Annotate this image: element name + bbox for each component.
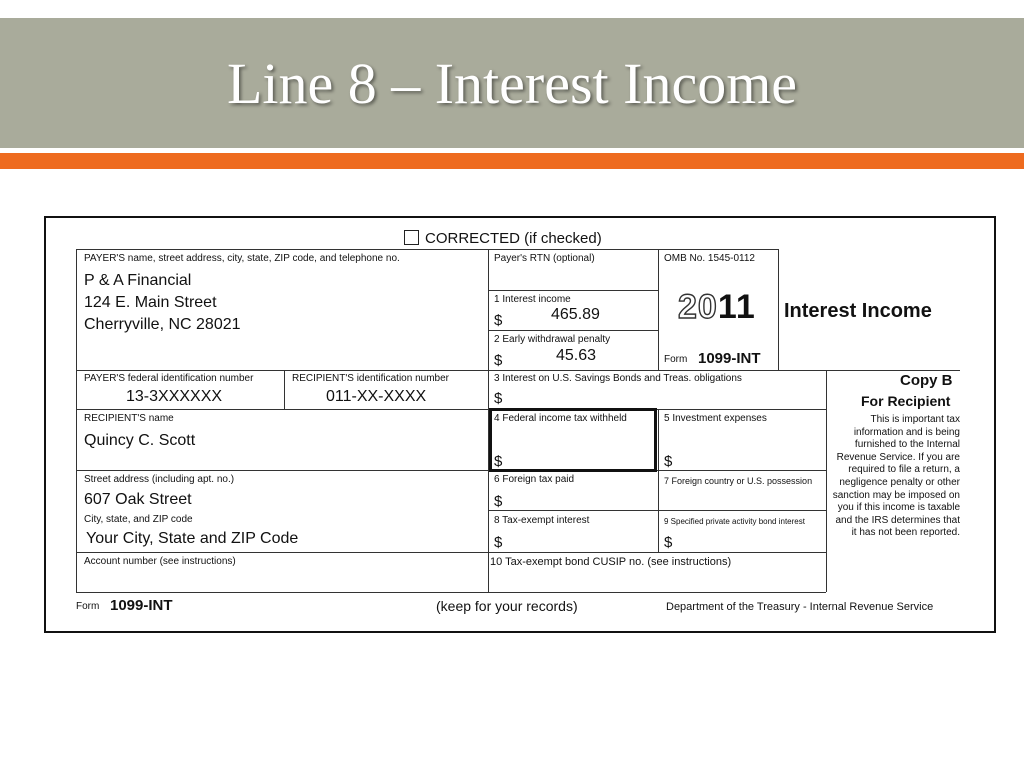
form-word: Form [664,354,688,365]
city-value: Your City, State and ZIP Code [86,530,299,547]
grid-line [76,370,960,371]
box4-label: 4 Federal income tax withheld [494,413,627,424]
slide-title: Line 8 – Interest Income [226,51,798,116]
box1-value: 465.89 [551,306,600,323]
street-label: Street address (including apt. no.) [84,474,235,485]
box10-label: 10 Tax-exempt bond CUSIP no. (see instructions) [490,556,732,568]
grid-line [76,470,826,471]
form-name-top: 1099-INT [698,350,761,367]
omb-label: OMB No. 1545-0112 [664,253,755,264]
box5-label: 5 Investment expenses [664,413,767,424]
box9-dollar: $ [664,534,673,551]
grid-line [284,370,285,409]
corrected-label: CORRECTED (if checked) [425,230,602,247]
box3-dollar: $ [494,390,503,407]
grid-line [658,409,659,552]
grid-line [76,552,826,553]
box1-dollar: $ [494,312,503,329]
tax-year [678,288,756,327]
box6-dollar: $ [494,493,503,510]
important-notice: This is important tax information and is being furnished to the Internal Revenue Service. If you are required to file a return, a negligence penalty or other sanction may be imposed on you if this income is taxable and the IRS determines that it has not been reported. [832,414,960,539]
form-title: Interest Income [784,300,932,322]
account-label: Account number (see instructions) [84,556,236,567]
recipient-name-label: RECIPIENT'S name [84,413,174,424]
box2-value: 45.63 [556,347,597,364]
box7-label: 7 Foreign country or U.S. possession [664,476,813,486]
copy-b: Copy B [900,372,953,389]
grid-line [658,249,659,370]
year-prefix: 20 [678,288,718,326]
payer-label: PAYER'S name, street address, city, state, ZIP code, and telephone no. [84,253,400,264]
dept-label: Department of the Treasury - Internal Revenue Service [666,601,934,613]
grid-line [488,330,658,331]
grid-line [76,409,826,410]
box2-label: 2 Early withdrawal penalty [494,334,611,345]
grid-line [76,592,826,593]
rtn-label: Payer's RTN (optional) [494,253,595,264]
footer-form-name: 1099-INT [110,597,173,614]
payer-fed-id: 13-3XXXXXX [126,388,223,405]
payer-city: Cherryville, NC 28021 [84,316,241,333]
recipient-name: Quincy C. Scott [84,432,196,449]
recipient-id: 011-XX-XXXX [326,388,427,405]
keep-records: (keep for your records) [436,598,578,614]
form-1099-int [44,216,996,633]
box4-dollar: $ [494,453,503,470]
for-recipient: For Recipient [861,393,951,409]
year-suffix: 11 [717,288,756,326]
grid-line [826,370,827,592]
box6-label: 6 Foreign tax paid [494,474,575,485]
footer-form-word: Form [76,601,100,612]
recipient-id-label: RECIPIENT'S identification number [292,373,449,384]
box8-dollar: $ [494,534,503,551]
payer-name: P & A Financial [84,272,192,289]
grid-line [76,249,778,250]
grid-line [778,249,779,370]
box1-label: 1 Interest income [494,294,571,305]
city-label: City, state, and ZIP code [84,514,193,525]
box2-dollar: $ [494,352,503,369]
box3-label: 3 Interest on U.S. Savings Bonds and Treas. obligations [494,373,742,384]
box5-dollar: $ [664,453,673,470]
payer-street: 124 E. Main Street [84,294,217,311]
grid-line [488,510,826,511]
payer-fed-id-label: PAYER'S federal identification number [84,373,254,384]
grid-line [76,249,77,592]
box8-label: 8 Tax-exempt interest [494,515,590,526]
grid-line [488,290,658,291]
accent-bar [0,153,1024,169]
box9-label: 9 Specified private activity bond interest [664,517,805,526]
box4-highlight [489,408,657,472]
street-value: 607 Oak Street [84,491,192,508]
corrected-checkbox[interactable] [404,230,419,245]
